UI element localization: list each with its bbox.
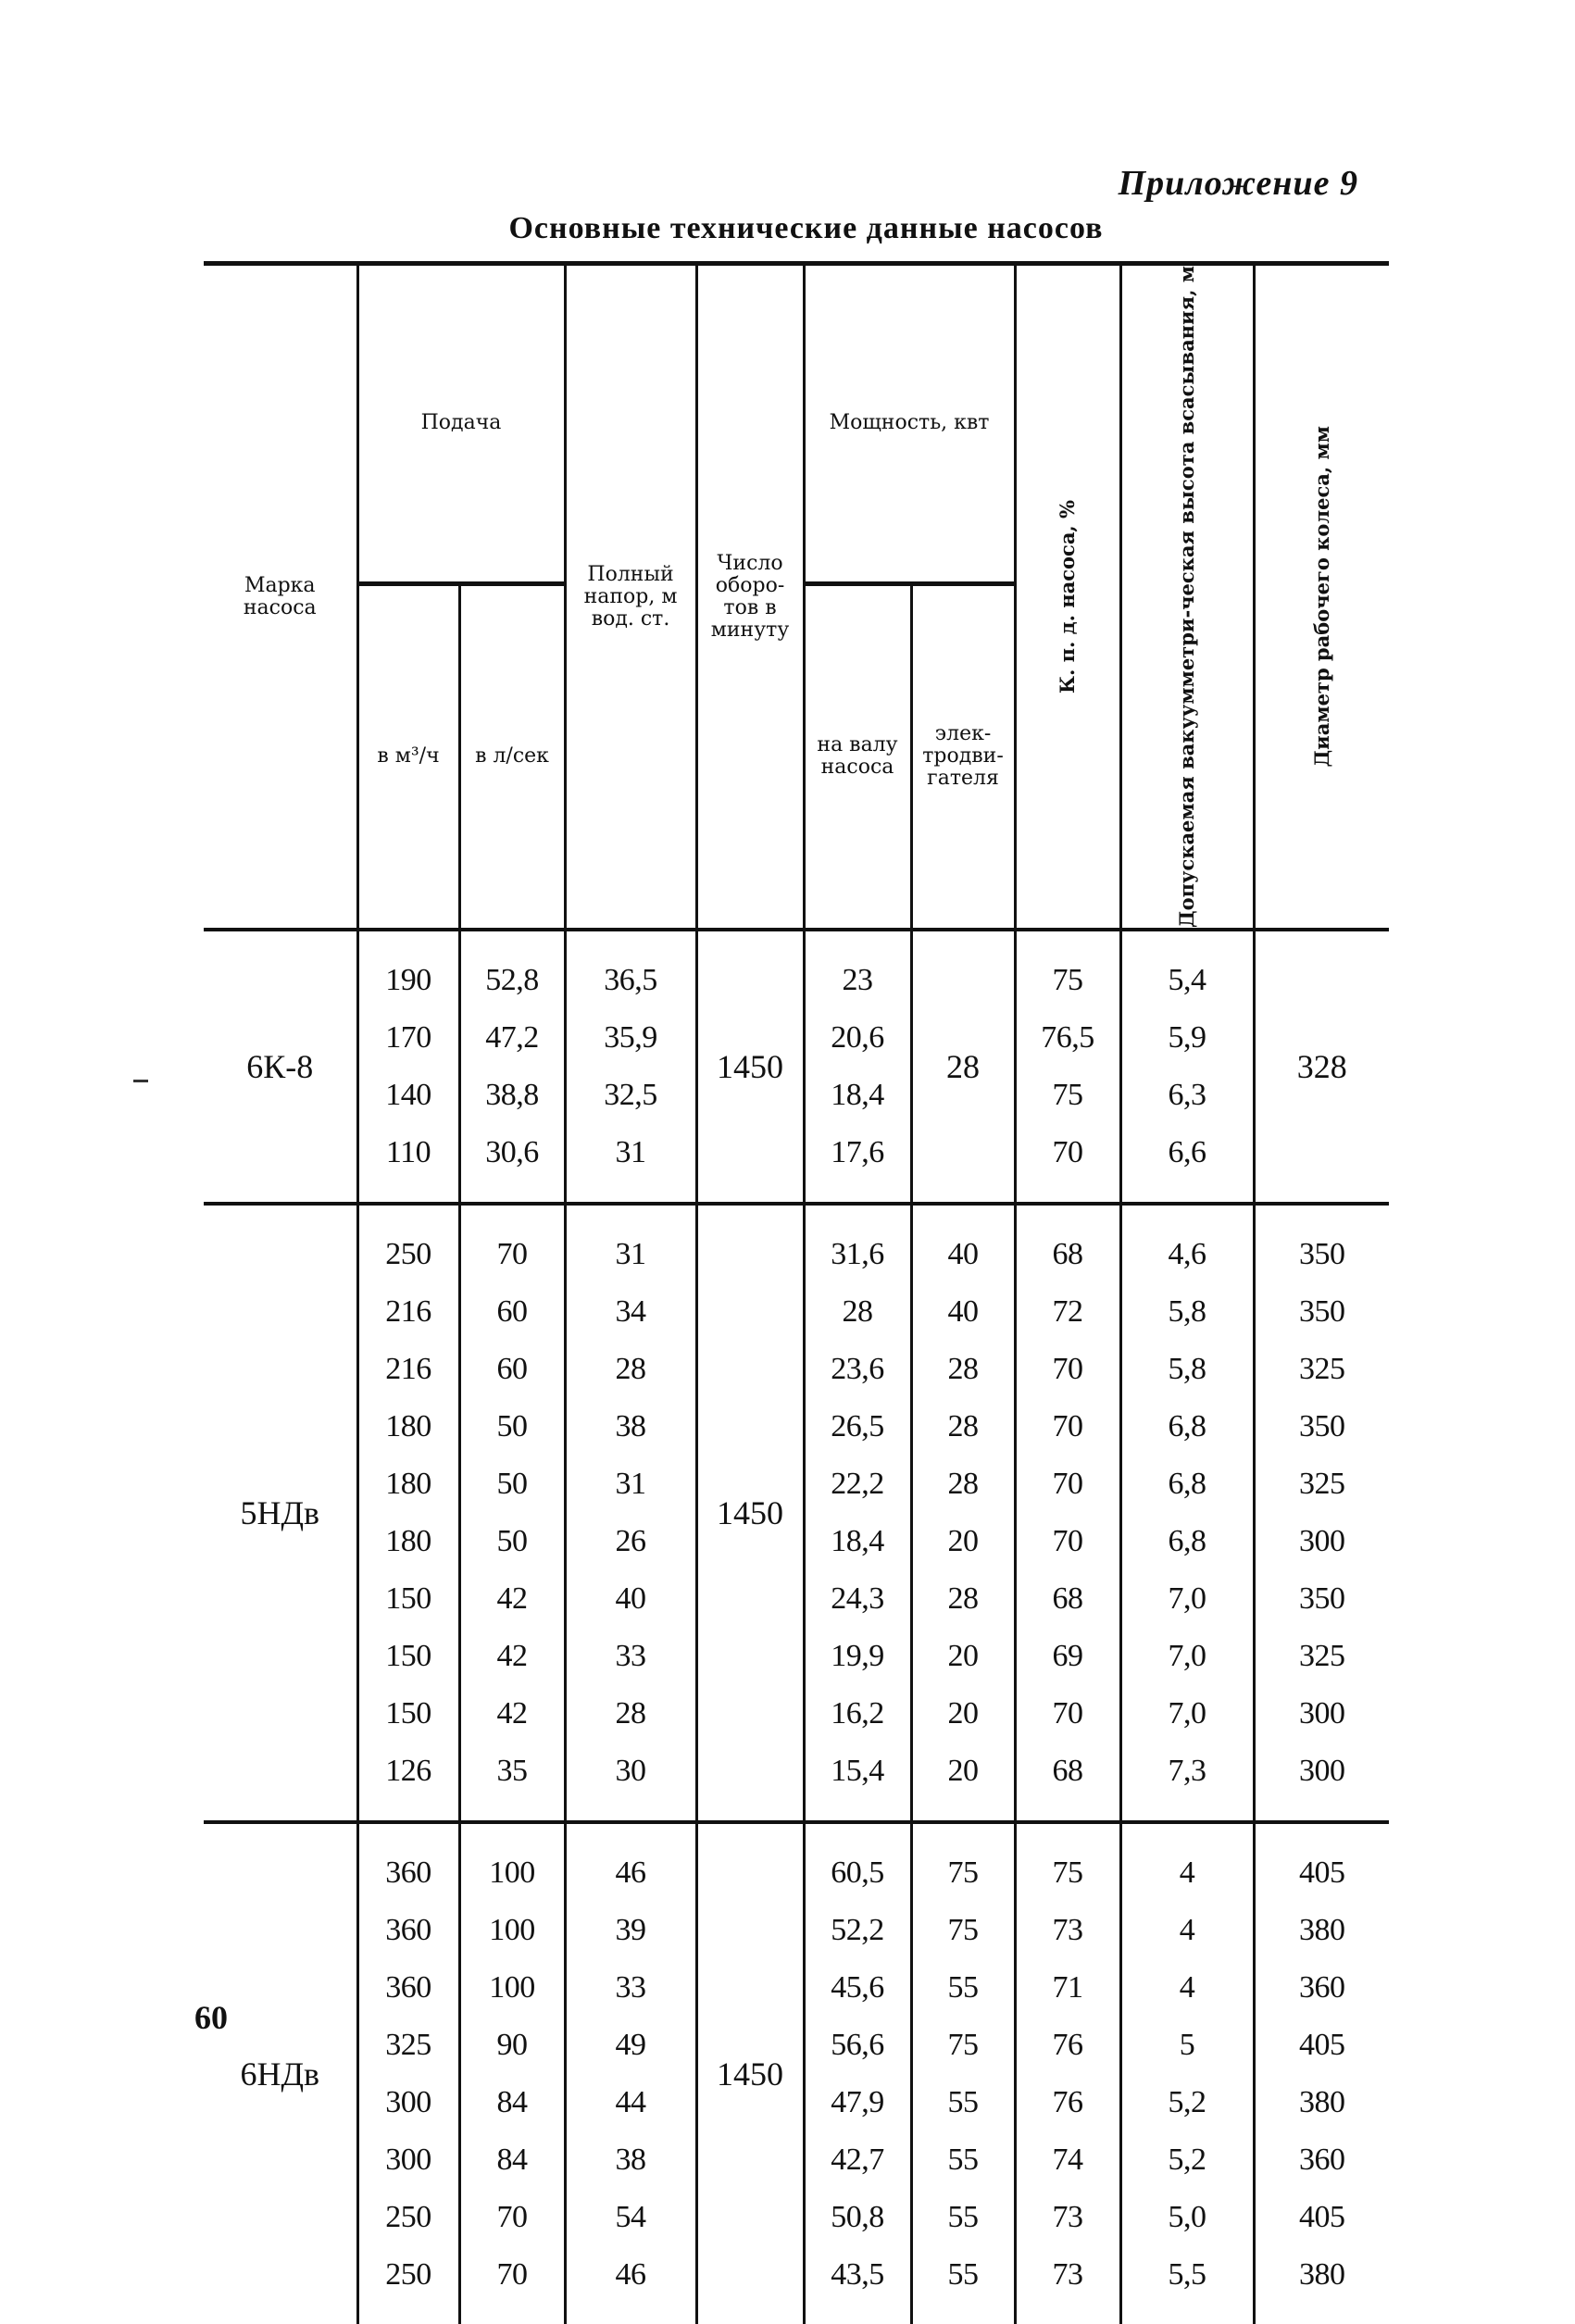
head-cell: 32,5 (565, 1067, 696, 1124)
head-cell: 28 (565, 1685, 696, 1743)
efficiency-cell: 75 (1015, 952, 1120, 1009)
efficiency-cell: 70 (1015, 1685, 1120, 1743)
suction-height-cell: 5,2 (1120, 2131, 1254, 2189)
flow-m3h-cell: 300 (357, 2131, 459, 2189)
pad-cell (804, 1822, 911, 1844)
efficiency-cell: 76 (1015, 2017, 1120, 2074)
shaft-power-cell: 18,4 (804, 1067, 911, 1124)
shaft-power-cell: 56,6 (804, 2017, 911, 2074)
impeller-diameter-cell: 350 (1299, 1409, 1345, 1443)
flow-m3h-cell: 140 (357, 1067, 459, 1124)
header-flow-m3h: в м³/ч (357, 583, 459, 930)
flow-m3h-cell: 180 (357, 1513, 459, 1570)
efficiency-cell: 76,5 (1015, 1009, 1120, 1067)
pad-cell (357, 930, 459, 952)
head-cell: 46 (565, 2246, 696, 2304)
efficiency-cell: 70 (1015, 1341, 1120, 1398)
pad-cell (1254, 2304, 1389, 2324)
pad-cell (1015, 2304, 1120, 2324)
impeller-diameter-cell: 405 (1299, 2200, 1345, 2234)
flow-m3h-cell: 180 (357, 1456, 459, 1513)
shaft-power-cell: 26,5 (804, 1398, 911, 1456)
pad-cell (357, 2304, 459, 2324)
impeller-diameter-cell: 300 (1299, 1524, 1345, 1558)
shaft-power-cell: 52,2 (804, 1902, 911, 1959)
head-cell: 38 (565, 1398, 696, 1456)
shaft-power-cell: 43,5 (804, 2246, 911, 2304)
group-top-pad (204, 1822, 1389, 1844)
impeller-diameter-cell: 300 (1299, 1754, 1345, 1788)
suction-height-cell: 4 (1120, 1902, 1254, 1959)
page-title: Основные технические данные насосов (508, 211, 1104, 245)
impeller-diameter-cell: 300 (1299, 1696, 1345, 1731)
efficiency-cell: 75 (1015, 1067, 1120, 1124)
pad-cell (804, 2304, 911, 2324)
shaft-power-cell: 16,2 (804, 1685, 911, 1743)
header-power: Мощность, квт (804, 264, 1015, 584)
pad-cell (459, 1181, 565, 1204)
pad-cell (357, 1204, 459, 1226)
suction-height-cell: 5 (1120, 2017, 1254, 2074)
head-cell: 49 (565, 2017, 696, 2074)
rpm-value: 1450 (696, 930, 804, 1204)
pad-cell (1120, 1822, 1254, 1844)
shaft-power-cell: 23 (804, 952, 911, 1009)
flow-ls-cell: 60 (459, 1283, 565, 1341)
header-eff: К. п. д. насоса, % (1056, 499, 1080, 694)
pad-cell (804, 1181, 911, 1204)
motor-power-cell: 75 (911, 2017, 1015, 2074)
header-diameter-cell (1254, 264, 1389, 931)
diameter-value: 328 (1296, 1048, 1347, 1085)
shaft-power-cell: 45,6 (804, 1959, 911, 2017)
flow-ls-cell: 50 (459, 1398, 565, 1456)
head-cell: 38 (565, 2131, 696, 2189)
rpm-value: 1450 (696, 1204, 804, 1822)
flow-m3h-cell: 250 (357, 2246, 459, 2304)
head-cell: 33 (565, 1959, 696, 2017)
efficiency-cell: 72 (1015, 1283, 1120, 1341)
header-power-shaft: на валу насоса (804, 583, 911, 930)
pad-cell (565, 930, 696, 952)
impeller-diameter-cell: 325 (1299, 1352, 1345, 1386)
efficiency-cell: 71 (1015, 1959, 1120, 2017)
flow-ls-cell: 42 (459, 1570, 565, 1628)
page-number: 60 (194, 1999, 228, 2036)
pad-cell (804, 930, 911, 952)
pad-cell (911, 2304, 1015, 2324)
flow-ls-cell: 70 (459, 1226, 565, 1283)
impeller-diameter-cell: 360 (1299, 1970, 1345, 2005)
pad-cell (804, 1204, 911, 1226)
flow-ls-cell: 60 (459, 1341, 565, 1398)
motor-power-cell: 55 (911, 2246, 1015, 2304)
flow-ls-cell: 100 (459, 1844, 565, 1902)
motor-power-cell: 28 (911, 1570, 1015, 1628)
efficiency-cell: 70 (1015, 1513, 1120, 1570)
efficiency-cell: 69 (1015, 1628, 1120, 1685)
pad-cell (565, 1181, 696, 1204)
head-cell: 34 (565, 1283, 696, 1341)
head-cell: 31 (565, 1456, 696, 1513)
flow-m3h-cell: 250 (357, 1226, 459, 1283)
efficiency-cell: 68 (1015, 1743, 1120, 1800)
suction-height-cell: 5,8 (1120, 1341, 1254, 1398)
motor-power-cell: 55 (911, 2074, 1015, 2131)
pad-cell (911, 1800, 1015, 1822)
suction-height-cell: 5,8 (1120, 1283, 1254, 1341)
pad-cell (1015, 1800, 1120, 1822)
suction-height-cell: 6,8 (1120, 1513, 1254, 1570)
flow-m3h-cell: 360 (357, 1844, 459, 1902)
impeller-diameter-cell: 380 (1299, 2085, 1345, 2119)
group-top-pad (204, 1204, 1389, 1226)
pad-cell (1120, 930, 1254, 952)
stray-mark (133, 1080, 148, 1082)
appendix-label: Приложение 9 (1118, 164, 1358, 203)
flow-m3h-cell: 250 (357, 2189, 459, 2246)
header-diameter: Диаметр рабочего колеса, мм (1309, 426, 1333, 768)
flow-m3h-cell: 150 (357, 1570, 459, 1628)
impeller-diameter-cell: 405 (1299, 1855, 1345, 1890)
pump-mark: 6НДв (204, 1822, 357, 2324)
suction-height-cell: 6,8 (1120, 1456, 1254, 1513)
shaft-power-cell: 15,4 (804, 1743, 911, 1800)
pad-cell (565, 1800, 696, 1822)
flow-m3h-cell: 216 (357, 1283, 459, 1341)
pad-cell (1015, 1822, 1120, 1844)
shaft-power-cell: 18,4 (804, 1513, 911, 1570)
pump-data-table (204, 261, 1389, 2324)
pad-cell (459, 1822, 565, 1844)
motor-power-cell: 55 (911, 2189, 1015, 2246)
flow-ls-cell: 100 (459, 1902, 565, 1959)
pad-cell (804, 1800, 911, 1822)
impeller-diameter-cell: 350 (1299, 1581, 1345, 1616)
flow-ls-cell: 35 (459, 1743, 565, 1800)
impeller-diameter-cell: 380 (1299, 2257, 1345, 2292)
pad-cell (1254, 1800, 1389, 1822)
flow-ls-cell: 84 (459, 2131, 565, 2189)
suction-height-cell: 5,2 (1120, 2074, 1254, 2131)
shaft-power-cell: 17,6 (804, 1124, 911, 1181)
flow-m3h-cell: 360 (357, 1959, 459, 2017)
head-cell: 26 (565, 1513, 696, 1570)
flow-m3h-cell: 170 (357, 1009, 459, 1067)
flow-ls-cell: 38,8 (459, 1067, 565, 1124)
motor-power-cell: 20 (911, 1628, 1015, 1685)
pad-cell (911, 1822, 1015, 1844)
shaft-power-cell: 20,6 (804, 1009, 911, 1067)
impeller-diameter-cell: 350 (1299, 1294, 1345, 1329)
suction-height-cell: 5,0 (1120, 2189, 1254, 2246)
suction-height-cell: 7,0 (1120, 1685, 1254, 1743)
pad-cell (1120, 1204, 1254, 1226)
shaft-power-cell: 23,6 (804, 1341, 911, 1398)
motor-power-cell: 20 (911, 1743, 1015, 1800)
motor-power-cell: 28 (911, 1456, 1015, 1513)
header-eff-cell (1015, 264, 1120, 931)
pad-cell (911, 1204, 1015, 1226)
shaft-power-cell: 60,5 (804, 1844, 911, 1902)
pump-mark: 5НДв (204, 1204, 357, 1822)
pad-cell (1015, 930, 1120, 952)
shaft-power-cell: 50,8 (804, 2189, 911, 2246)
head-cell: 31 (565, 1226, 696, 1283)
flow-ls-cell: 100 (459, 1959, 565, 2017)
shaft-power-cell: 47,9 (804, 2074, 911, 2131)
pad-cell (565, 1204, 696, 1226)
suction-height-cell: 6,8 (1120, 1398, 1254, 1456)
head-cell: 33 (565, 1628, 696, 1685)
flow-ls-cell: 70 (459, 2189, 565, 2246)
efficiency-cell: 70 (1015, 1124, 1120, 1181)
pad-cell (565, 1822, 696, 1844)
head-cell: 28 (565, 1341, 696, 1398)
flow-ls-cell: 84 (459, 2074, 565, 2131)
header-rpm: Число оборо-тов в минуту (696, 264, 804, 931)
motor-power-cell: 28 (911, 1398, 1015, 1456)
flow-m3h-cell: 216 (357, 1341, 459, 1398)
efficiency-cell: 76 (1015, 2074, 1120, 2131)
impeller-diameter-cell: 350 (1299, 1237, 1345, 1271)
pad-cell (1120, 2304, 1254, 2324)
motor-power-cell: 20 (911, 1513, 1015, 1570)
motor-power-value: 28 (911, 930, 1015, 1204)
efficiency-cell: 73 (1015, 2189, 1120, 2246)
shaft-power-cell: 22,2 (804, 1456, 911, 1513)
motor-power-cell: 20 (911, 1685, 1015, 1743)
efficiency-cell: 74 (1015, 2131, 1120, 2189)
head-cell: 35,9 (565, 1009, 696, 1067)
flow-m3h-cell: 110 (357, 1124, 459, 1181)
pad-cell (357, 1822, 459, 1844)
flow-ls-cell: 42 (459, 1685, 565, 1743)
head-cell: 36,5 (565, 952, 696, 1009)
pump-mark: 6К-8 (204, 930, 357, 1204)
efficiency-cell: 73 (1015, 2246, 1120, 2304)
impeller-diameter-cell: 325 (1299, 1639, 1345, 1673)
suction-height-cell: 4 (1120, 1844, 1254, 1902)
flow-ls-cell: 90 (459, 2017, 565, 2074)
head-cell: 39 (565, 1902, 696, 1959)
impeller-diameter-cell: 380 (1299, 1913, 1345, 1947)
pad-cell (1120, 1181, 1254, 1204)
flow-m3h-cell: 360 (357, 1902, 459, 1959)
header-head: Полный напор, м вод. ст. (565, 264, 696, 931)
head-cell: 44 (565, 2074, 696, 2131)
head-cell: 54 (565, 2189, 696, 2246)
flow-m3h-cell: 190 (357, 952, 459, 1009)
flow-m3h-cell: 325 (357, 2017, 459, 2074)
suction-height-cell: 4,6 (1120, 1226, 1254, 1283)
impeller-diameter-cell: 360 (1299, 2143, 1345, 2177)
head-cell: 46 (565, 1844, 696, 1902)
suction-height-cell: 7,0 (1120, 1570, 1254, 1628)
motor-power-cell: 75 (911, 1902, 1015, 1959)
pad-cell (459, 2304, 565, 2324)
motor-power-cell: 40 (911, 1226, 1015, 1283)
header-flow: Подача (357, 264, 565, 584)
motor-power-cell: 40 (911, 1283, 1015, 1341)
head-cell: 30 (565, 1743, 696, 1800)
motor-power-cell: 75 (911, 1844, 1015, 1902)
motor-power-cell: 55 (911, 1959, 1015, 2017)
shaft-power-cell: 42,7 (804, 2131, 911, 2189)
shaft-power-cell: 31,6 (804, 1226, 911, 1283)
efficiency-cell: 70 (1015, 1456, 1120, 1513)
suction-height-cell: 6,3 (1120, 1067, 1254, 1124)
pad-cell (1254, 1204, 1389, 1226)
pad-cell (1015, 1204, 1120, 1226)
flow-ls-cell: 50 (459, 1513, 565, 1570)
pad-cell (1015, 1181, 1120, 1204)
shaft-power-cell: 19,9 (804, 1628, 911, 1685)
pad-cell (459, 1800, 565, 1822)
flow-ls-cell: 30,6 (459, 1124, 565, 1181)
flow-m3h-cell: 180 (357, 1398, 459, 1456)
flow-m3h-cell: 150 (357, 1628, 459, 1685)
flow-ls-cell: 47,2 (459, 1009, 565, 1067)
suction-height-cell: 7,3 (1120, 1743, 1254, 1800)
header-suction: Допускаемая вакуумметри-ческая высота всасывания, м (1175, 266, 1199, 928)
flow-ls-cell: 70 (459, 2246, 565, 2304)
header-suction-cell (1120, 264, 1254, 931)
suction-height-cell: 5,4 (1120, 952, 1254, 1009)
pad-cell (357, 1800, 459, 1822)
group-top-pad (204, 930, 1389, 952)
suction-height-cell: 5,9 (1120, 1009, 1254, 1067)
flow-ls-cell: 52,8 (459, 952, 565, 1009)
flow-ls-cell: 50 (459, 1456, 565, 1513)
flow-m3h-cell: 126 (357, 1743, 459, 1800)
efficiency-cell: 68 (1015, 1570, 1120, 1628)
shaft-power-cell: 28 (804, 1283, 911, 1341)
pad-cell (1120, 1800, 1254, 1822)
suction-height-cell: 5,5 (1120, 2246, 1254, 2304)
header-flow-ls: в л/сек (459, 583, 565, 930)
flow-m3h-cell: 300 (357, 2074, 459, 2131)
pad-cell (1254, 1822, 1389, 1844)
suction-height-cell: 7,0 (1120, 1628, 1254, 1685)
suction-height-cell: 6,6 (1120, 1124, 1254, 1181)
suction-height-cell: 4 (1120, 1959, 1254, 2017)
pad-cell (459, 930, 565, 952)
efficiency-cell: 75 (1015, 1844, 1120, 1902)
flow-ls-cell: 42 (459, 1628, 565, 1685)
head-cell: 40 (565, 1570, 696, 1628)
pad-cell (565, 2304, 696, 2324)
efficiency-cell: 73 (1015, 1902, 1120, 1959)
head-cell: 31 (565, 1124, 696, 1181)
shaft-power-cell: 24,3 (804, 1570, 911, 1628)
rpm-value: 1450 (696, 1822, 804, 2324)
table-body (204, 930, 1389, 2324)
pad-cell (357, 1181, 459, 1204)
header-mark: Марка насоса (204, 264, 357, 931)
impeller-diameter-cell: 325 (1299, 1467, 1345, 1501)
motor-power-cell: 28 (911, 1341, 1015, 1398)
motor-power-cell: 55 (911, 2131, 1015, 2189)
impeller-diameter-cell: 405 (1299, 2028, 1345, 2062)
efficiency-cell: 70 (1015, 1398, 1120, 1456)
flow-m3h-cell: 150 (357, 1685, 459, 1743)
header-power-motor: элек-тродви-гателя (911, 583, 1015, 930)
pad-cell (459, 1204, 565, 1226)
efficiency-cell: 68 (1015, 1226, 1120, 1283)
